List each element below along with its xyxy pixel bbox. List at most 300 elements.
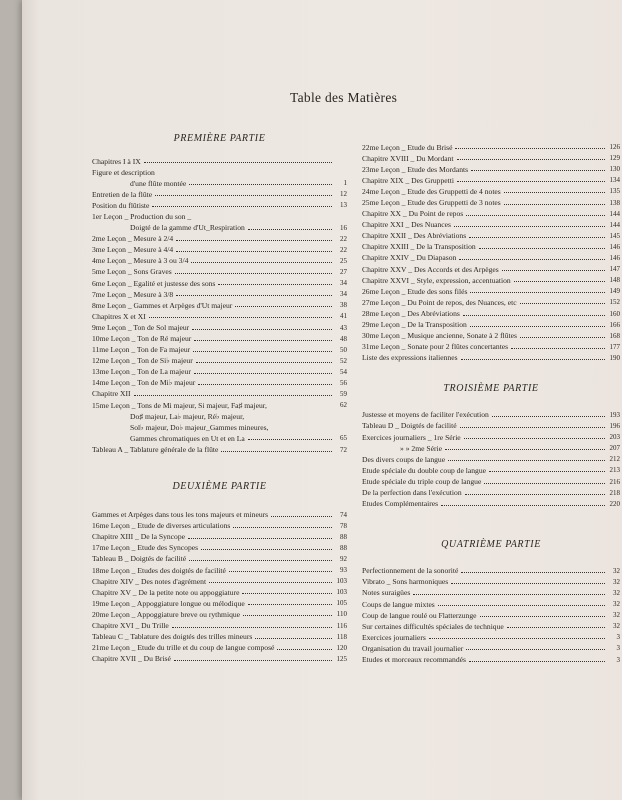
toc-entry-page: 54 — [340, 367, 347, 376]
toc-entry — [92, 365, 347, 376]
dot-leader — [470, 326, 605, 327]
right-column — [362, 140, 620, 664]
toc-entry-text: 26me Leçon _ Etude des sons filés — [362, 286, 468, 296]
toc-entry — [92, 618, 347, 629]
dot-leader — [466, 649, 605, 650]
toc-entry — [92, 221, 347, 232]
toc-entry-text: Doigté de la gamme d'Ut_Respiration — [130, 223, 245, 233]
toc-entry — [92, 630, 347, 641]
toc-entry — [362, 295, 620, 306]
toc-entry-page: 12 — [340, 190, 347, 199]
toc-entry-text: d'une flûte montée — [130, 178, 187, 188]
toc-entry-text: Chapitre XIII _ De la Syncope — [92, 532, 185, 542]
toc-entry-text: 20me Leçon _ Appoggiature breve ou rythmique — [92, 609, 241, 619]
toc-entry — [92, 298, 347, 309]
toc-entry-text: Chapitres I à IX — [92, 156, 141, 166]
dot-leader — [470, 292, 605, 293]
dot-leader — [438, 605, 605, 606]
toc-entry-text: Etude spéciale du triple coup de langue — [362, 476, 482, 486]
dot-leader — [175, 273, 332, 274]
toc-entry — [92, 187, 347, 198]
toc-entry — [362, 273, 620, 284]
toc-entry — [362, 630, 620, 641]
toc-entry-page: 59 — [340, 390, 347, 399]
toc-entry-text: Chapitre XXII _ Des Abréviations — [362, 231, 467, 241]
part4-list — [362, 564, 620, 664]
part2-list — [92, 508, 347, 663]
toc-entry-page: 149 — [609, 287, 620, 296]
dot-leader — [191, 262, 332, 263]
toc-entry — [92, 376, 347, 387]
toc-entry-page: 32 — [613, 589, 620, 597]
toc-entry-page: 145 — [609, 231, 620, 240]
toc-entry-text: Chapitre XII — [92, 389, 131, 399]
toc-entry-text: Gammes et Arpèges dans tous les tons majeurs et mineurs — [92, 510, 269, 520]
dot-leader — [454, 226, 605, 227]
toc-entry — [362, 240, 620, 251]
dot-leader — [520, 303, 605, 304]
toc-entry — [362, 229, 620, 240]
toc-entry-text: Chapitre XXI _ Des Nuances — [362, 220, 451, 230]
toc-entry-text: 19me Leçon _ Appoggiature longue ou mélodique — [92, 598, 245, 608]
dot-leader — [520, 337, 605, 338]
toc-entry-page: 32 — [613, 611, 620, 620]
toc-entry-text: Coups de langue mixtes — [362, 599, 435, 609]
dot-leader — [134, 395, 332, 396]
toc-entry-page: 193 — [609, 410, 620, 419]
dot-leader — [504, 204, 605, 205]
toc-entry — [92, 552, 347, 563]
toc-entry — [362, 408, 620, 419]
toc-entry-text: Etude spéciale du double coup de langue — [362, 465, 486, 475]
dot-leader — [489, 471, 605, 472]
toc-entry-text: Organisation du travail journalier — [362, 643, 464, 653]
toc-entry-page: 118 — [336, 632, 347, 641]
toc-entry-page: 116 — [336, 621, 347, 630]
toc-entry-text: Chapitre XVI _ Du Trille — [92, 620, 169, 630]
toc-entry — [362, 452, 620, 463]
toc-entry — [92, 254, 347, 265]
toc-entry — [92, 508, 347, 519]
toc-entry — [362, 318, 620, 329]
toc-entry-text: 27me Leçon _ Du Point de repos, des Nuances, etc — [362, 297, 517, 307]
dot-leader — [469, 237, 605, 238]
toc-entry — [92, 354, 347, 365]
toc-entry-text: 30me Leçon _ Musique ancienne, Sonate à 2 flûtes — [362, 331, 517, 341]
toc-entry — [362, 195, 620, 206]
dot-leader — [155, 195, 332, 196]
dot-leader — [221, 451, 332, 452]
dot-leader — [188, 538, 332, 539]
toc-entry-text: Chapitre XXIV _ Du Diapason — [362, 253, 457, 263]
toc-entry-page: 65 — [340, 434, 347, 443]
toc-entry — [92, 563, 347, 574]
toc-entry — [362, 575, 620, 586]
dot-leader — [174, 660, 332, 661]
toc-entry-page: 130 — [609, 165, 620, 174]
dot-leader — [176, 251, 332, 252]
toc-entry-text: Chapitre XXIII _ De la Transposition — [362, 242, 476, 252]
toc-entry-page: 41 — [340, 312, 347, 321]
toc-entry — [92, 232, 347, 243]
toc-entry-page: 177 — [609, 342, 620, 351]
toc-entry-page: 213 — [609, 466, 620, 475]
dot-leader — [459, 259, 605, 260]
dot-leader — [209, 582, 332, 583]
toc-entry-page: 146 — [609, 254, 620, 263]
dot-leader — [248, 229, 332, 230]
toc-entry — [362, 329, 620, 340]
toc-entry-page: 74 — [340, 510, 347, 519]
toc-entry-text: Chapitre XIX _ Des Gruppetti — [362, 175, 454, 185]
dot-leader — [193, 351, 332, 352]
toc-entry — [92, 165, 347, 176]
dot-leader — [445, 449, 605, 450]
dot-leader — [465, 494, 605, 495]
toc-entry-text: 3me Leçon _ Mesure à 4/4 — [92, 245, 174, 255]
toc-entry-page: 166 — [609, 320, 620, 329]
toc-entry — [92, 332, 347, 343]
part3-list — [362, 408, 620, 508]
toc-entry-text: 18me Leçon _ Etudes des doigtés de facilité — [92, 565, 226, 575]
dot-leader — [469, 661, 605, 662]
dot-leader — [198, 384, 332, 385]
toc-entry-page: 13 — [340, 201, 347, 210]
dot-leader — [229, 571, 332, 572]
toc-entry — [92, 176, 347, 187]
toc-entry — [362, 173, 620, 184]
toc-entry-page: 168 — [609, 331, 620, 340]
toc-entry-text: 14me Leçon _ Ton de Mi♭ majeur — [92, 378, 196, 388]
toc-entry-page: 207 — [609, 444, 620, 453]
toc-entry — [362, 441, 620, 452]
toc-entry — [362, 284, 620, 295]
toc-entry-text: 12me Leçon _ Ton de Si♭ majeur — [92, 356, 193, 366]
toc-entry — [362, 619, 620, 630]
toc-entry-page: 93 — [340, 566, 347, 575]
toc-entry-page: 56 — [340, 378, 347, 387]
toc-entry-text: Entretien de la flûte — [92, 189, 153, 199]
toc-entry — [92, 596, 347, 607]
toc-entry-text: 21me Leçon _ Etude du trille et du coup de langue composé — [92, 643, 275, 653]
toc-entry-text: Figure et description — [92, 167, 155, 177]
dot-leader — [451, 583, 605, 584]
toc-entry-page: 160 — [609, 309, 620, 318]
toc-entry-page: 43 — [340, 323, 347, 332]
dot-leader — [460, 427, 605, 428]
toc-entry-text: Chapitre XV _ De la petite note ou appoggiature — [92, 587, 240, 597]
toc-entry-text: 9me Leçon _ Ton de Sol majeur — [92, 322, 190, 332]
toc-entry — [362, 306, 620, 317]
page-title: Table des Matières — [290, 90, 398, 105]
toc-entry-page: 3 — [616, 633, 620, 642]
toc-entry-page: 105 — [336, 599, 347, 608]
toc-entry-text: Do♯ majeur, La♭ majeur, Ré♭ majeur, — [130, 411, 245, 421]
toc-entry — [92, 276, 347, 287]
toc-entry-page: 125 — [336, 654, 347, 663]
toc-entry-text: 17me Leçon _ Etude des Syncopes — [92, 543, 199, 553]
part2-continued-list — [362, 140, 620, 362]
toc-entry-page: 48 — [340, 334, 347, 343]
toc-entry — [362, 251, 620, 262]
dot-leader — [466, 215, 605, 216]
toc-entry — [92, 585, 347, 596]
dot-leader — [218, 284, 332, 285]
toc-entry-page: 16 — [340, 223, 347, 232]
toc-entry-page: 38 — [340, 301, 347, 310]
toc-entry-page: 88 — [340, 543, 347, 552]
toc-entry-page: 34 — [340, 290, 347, 299]
toc-entry-page: 32 — [613, 566, 620, 575]
dot-leader — [201, 549, 332, 550]
toc-entry-page: 27 — [340, 268, 347, 277]
toc-entry — [362, 641, 620, 652]
toc-entry — [92, 541, 347, 552]
dot-leader — [176, 295, 332, 296]
toc-entry-text: Exercices journaliers — [362, 632, 426, 642]
toc-entry-text: Coup de langue roulé ou Flatterzunge — [362, 610, 477, 620]
toc-entry-page: 72 — [340, 445, 347, 454]
toc-entry-text: 29me Leçon _ De la Transposition — [362, 320, 467, 329]
toc-entry-text: Chapitre XXV _ Des Accords et des Arpèges — [362, 264, 499, 274]
toc-entry-page: 110 — [336, 610, 347, 619]
toc-entry-text: 13me Leçon _ Ton de La majeur — [92, 367, 191, 377]
dot-leader — [479, 248, 605, 249]
toc-entry-page: 1 — [343, 179, 347, 188]
part3-title: TROISIÈME PARTIE — [443, 382, 539, 394]
toc-entry-text: 23me Leçon _ Etude des Mordants — [362, 164, 469, 174]
toc-entry-text: Notes suraigües — [362, 588, 411, 598]
toc-entry-text: Chapitre XX _ Du Point de repos — [362, 209, 464, 219]
dot-leader — [243, 615, 332, 616]
dot-leader — [448, 460, 605, 461]
toc-entry-text: Etudes et morceaux recommandés — [362, 654, 466, 664]
dot-leader — [504, 192, 605, 193]
toc-entry-page: 32 — [613, 600, 620, 609]
toc-entry — [362, 486, 620, 497]
toc-entry-page: 103 — [336, 577, 347, 586]
toc-entry-page: 146 — [609, 242, 620, 251]
toc-entry — [362, 351, 620, 362]
dot-leader — [464, 438, 605, 439]
toc-entry — [362, 419, 620, 430]
toc-entry-page: 92 — [340, 555, 347, 563]
dot-leader — [144, 162, 332, 163]
toc-entry — [92, 431, 347, 442]
dot-leader — [480, 616, 605, 617]
toc-entry — [92, 442, 347, 453]
toc-entry-page: 88 — [340, 532, 347, 541]
toc-entry — [92, 309, 347, 320]
toc-entry-text: 4me Leçon _ Mesure à 3 ou 3/4 — [92, 256, 189, 266]
dot-leader — [194, 340, 332, 341]
toc-entry — [92, 343, 347, 354]
toc-entry — [362, 162, 620, 173]
dot-leader — [461, 359, 605, 360]
dot-leader — [463, 315, 605, 316]
toc-entry-page: 126 — [609, 143, 620, 152]
toc-entry — [362, 140, 620, 151]
toc-entry-text: Liste des expressions italiennes — [362, 353, 458, 363]
toc-entry-text: Gammes chromatiques en Ut et en La — [130, 433, 245, 443]
toc-entry-text: 24me Leçon _ Etude des Gruppetti de 4 notes — [362, 186, 501, 196]
toc-entry-page: 103 — [336, 588, 347, 597]
dot-leader — [441, 505, 605, 506]
toc-entry-page: 190 — [609, 353, 620, 362]
toc-entry-text: 25me Leçon _ Etude des Gruppetti de 3 notes — [362, 197, 501, 207]
toc-entry — [92, 209, 347, 220]
toc-entry-page: 50 — [340, 345, 347, 354]
left-column — [92, 134, 347, 663]
toc-entry-text: 15me Leçon _ Tons de Mi majeur, Si majeur, Fa♯ majeur, — [92, 400, 267, 410]
toc-entry-page: 32 — [613, 577, 620, 586]
toc-entry — [362, 608, 620, 619]
toc-entry-text: 8me Leçon _ Gammes et Arpèges d'Ut majeur — [92, 300, 233, 310]
toc-entry-text: Justesse et moyens de faciliter l'exécution — [362, 410, 489, 420]
toc-entry-text: Tableau D _ Doigtés de facilité — [362, 421, 457, 431]
toc-entry-page: 34 — [340, 279, 347, 288]
toc-entry-text: De la perfection dans l'exécution — [362, 488, 462, 498]
toc-entry-page: 144 — [609, 220, 620, 229]
toc-entry-text: Etudes Complémentaires — [362, 499, 439, 509]
dot-leader — [484, 483, 605, 484]
toc-entry — [92, 387, 347, 398]
toc-entry — [92, 530, 347, 541]
toc-entry-text: 31me Leçon _ Sonate pour 2 flûtes concertantes — [362, 342, 509, 352]
toc-entry-page: 216 — [609, 477, 620, 486]
toc-entry-page: 22 — [340, 234, 347, 243]
dot-leader — [233, 527, 332, 528]
toc-entry-text: 7me Leçon _ Mesure à 3/8 — [92, 289, 174, 299]
dot-leader — [461, 572, 605, 573]
part1-title: PREMIÈRE PARTIE — [173, 133, 266, 144]
toc-entry-page: 148 — [609, 276, 620, 285]
toc-entry-text: Sur certaines difficultés spéciales de technique — [362, 621, 504, 631]
toc-entry — [92, 398, 347, 409]
toc-entry-page: 147 — [609, 265, 620, 274]
toc-entry — [362, 474, 620, 485]
toc-entry — [362, 218, 620, 229]
dot-leader — [172, 627, 332, 628]
dot-leader — [152, 206, 332, 207]
toc-entry — [362, 430, 620, 441]
toc-entry-page: 62 — [340, 401, 347, 410]
toc-entry-text: 5me Leçon _ Sons Graves — [92, 267, 172, 277]
toc-entry — [92, 420, 347, 431]
toc-entry — [362, 497, 620, 508]
toc-entry-page: 78 — [340, 521, 347, 530]
toc-entry — [92, 265, 347, 276]
toc-entry-text: Chapitre XIV _ Des notes d'agrément — [92, 576, 207, 586]
dot-leader — [196, 362, 332, 363]
dot-leader — [194, 373, 332, 374]
dot-leader — [277, 649, 332, 650]
dot-leader — [255, 638, 332, 639]
part4-title: QUATRIÈME PARTIE — [441, 538, 541, 550]
toc-entry-text: Perfectionnement de la sonorité — [362, 566, 459, 576]
toc-entry — [362, 652, 620, 663]
toc-entry-page: 25 — [340, 256, 347, 265]
dot-leader — [176, 240, 332, 241]
dot-leader — [514, 281, 605, 282]
toc-entry-text: Position du flûtiste — [92, 200, 150, 210]
toc-entry — [92, 607, 347, 618]
dot-leader — [507, 627, 605, 628]
part2-title: DEUXIÈME PARTIE — [172, 480, 267, 492]
toc-entry-page: 218 — [609, 488, 620, 497]
dot-leader — [248, 439, 332, 440]
toc-entry-page: 32 — [613, 622, 620, 631]
dot-leader — [192, 329, 332, 330]
toc-entry — [362, 207, 620, 218]
toc-entry-page: 3 — [616, 644, 620, 653]
toc-entry — [362, 586, 620, 597]
toc-entry — [92, 409, 347, 420]
toc-entry-text: 22me Leçon _ Etude du Brisé — [362, 142, 453, 152]
toc-entry-text: 1er Leçon _ Production du son _ — [92, 211, 192, 221]
toc-entry — [92, 154, 347, 165]
toc-entry-text: 11me Leçon _ Ton de Fa majeur — [92, 345, 191, 355]
toc-entry-text: 28me Leçon _ Des Abréviations — [362, 308, 460, 318]
dot-leader — [149, 317, 332, 318]
dot-leader — [271, 516, 332, 517]
toc-entry-page: 120 — [336, 643, 347, 652]
toc-entry-page: 129 — [609, 154, 620, 163]
toc-entry-text: 10me Leçon _ Ton de Ré majeur — [92, 334, 192, 343]
dot-leader — [457, 181, 605, 182]
toc-entry — [362, 564, 620, 575]
toc-entry-text: 16me Leçon _ Etude de diverses articulations — [92, 521, 231, 531]
toc-entry — [92, 519, 347, 530]
toc-entry-text: Chapitre XVII _ Du Brisé — [92, 654, 171, 664]
toc-entry — [362, 262, 620, 273]
dot-leader — [235, 306, 332, 307]
toc-entry — [362, 151, 620, 162]
toc-entry-page: 52 — [340, 356, 347, 365]
toc-entry — [92, 198, 347, 209]
toc-entry-page: 134 — [609, 176, 620, 185]
toc-entry — [92, 641, 347, 652]
toc-entry — [92, 574, 347, 585]
book-page — [22, 0, 622, 800]
toc-entry-page: 138 — [609, 198, 620, 207]
toc-entry — [92, 652, 347, 663]
dot-leader — [189, 184, 332, 185]
toc-entry-page: 152 — [609, 298, 620, 307]
toc-entry-page: 144 — [609, 209, 620, 218]
toc-entry-page: 3 — [616, 655, 620, 664]
toc-entry-page: 220 — [609, 499, 620, 508]
dot-leader — [413, 594, 605, 595]
dot-leader — [511, 348, 605, 349]
dot-leader — [457, 159, 605, 160]
toc-entry — [92, 320, 347, 331]
toc-entry — [362, 340, 620, 351]
dot-leader — [471, 170, 605, 171]
toc-entry-text: » » 2me Série — [400, 443, 442, 453]
toc-entry-text: Tableau A _ Tablature générale de la flûte — [92, 444, 219, 454]
toc-entry-page: 196 — [609, 422, 620, 431]
toc-entry — [92, 243, 347, 254]
toc-entry-text: 2me Leçon _ Mesure à 2/4 — [92, 234, 174, 244]
toc-entry — [362, 184, 620, 195]
toc-entry-page: 135 — [609, 187, 620, 196]
dot-leader — [248, 604, 332, 605]
toc-entry-page: 22 — [340, 245, 347, 254]
toc-entry-text: Vibrato _ Sons harmoniques — [362, 577, 449, 587]
toc-entry-text: Tableau B _ Doigtés de facilité — [92, 554, 187, 564]
toc-entry-page: 212 — [609, 455, 620, 464]
